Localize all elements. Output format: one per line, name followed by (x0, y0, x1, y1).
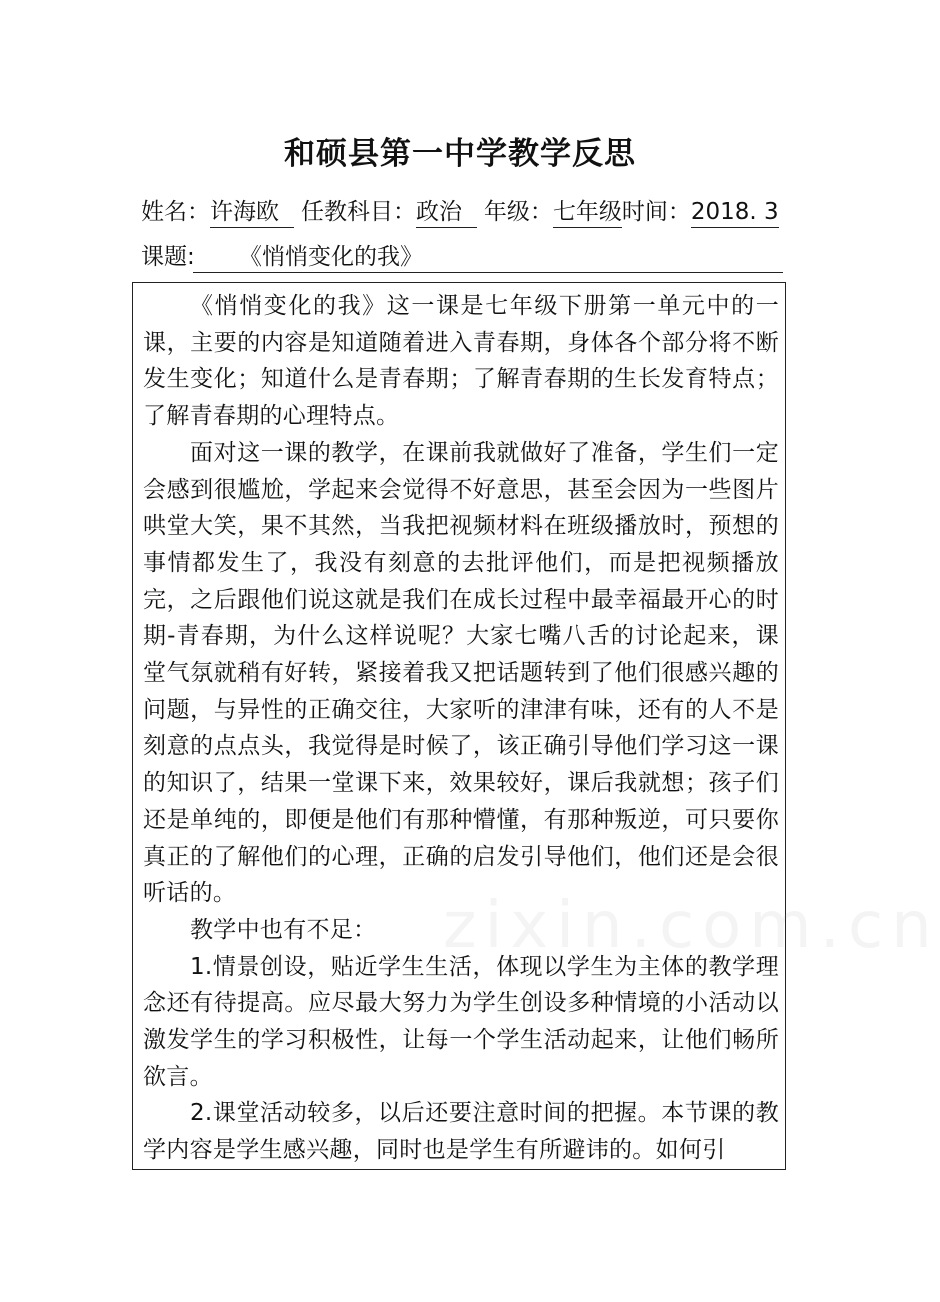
paragraph-shortcoming-1: 1.情景创设，贴近学生生活，体现以学生为主体的教学理念还有待提高。应尽最大努力为学生创设多种情境的小活动以激发学生的学习积极性，让每一个学生活动起来，让他们畅所欲言。 (143, 953, 779, 1090)
time-value: 2018. 3 (691, 197, 779, 228)
teacher-info-row (141, 194, 801, 230)
topic-row (141, 241, 783, 273)
reflection-box (132, 282, 940, 1170)
grade-label: 年级： (483, 199, 553, 225)
paragraph-shortcoming-2: 2.课堂活动较多，以后还要注意时间的把握。本节课的教学内容是学生感兴趣，同时也是学生有所避讳的。如何引 (143, 1100, 779, 1164)
time-label: 时间： (621, 199, 691, 225)
subject-label: 任教科目： (300, 199, 416, 225)
paragraph-teaching-process: 面对这一课的教学，在课前我就做好了准备，学生们一定会感到很尴尬，学起来会觉得不好意思，甚至会因为一些图片哄堂大笑，果不其然，当我把视频材料在班级播放时，预想的事情都发生了，我没有刻意的去批评他们，而是把视频播放完，之后跟他们说这就是我们在成长过程中最幸福最开心的时期-青春期，为什么这样说呢？大家七嘴八舌的讨论起来，课堂气氛就稍有好转，紧接着我又把话题转到了他们很感兴趣的问题，与异性的正确交往，大家听的津津有味，还有的人不是刻意的点点头，我觉得是时候了，该正确引导他们学习这一课的知识了，结果一堂课下来，效果较好，课后我就想；孩子们还是单纯的，即便是他们有那种懵懂，有那种叛逆，可只要你真正的了解他们的心理，正确的启发引导他们，他们还是会很听话的。 (143, 439, 779, 907)
topic-value: 《悄悄变化的我》 (193, 242, 783, 273)
name-label: 姓名： (141, 199, 210, 225)
name-value: 许海欧 (210, 197, 294, 228)
watermark: zixin.com.cn (443, 889, 940, 963)
page-title: 和硕县第一中学教学反思 (284, 136, 636, 172)
paragraph-shortcomings-heading: 教学中也有不足： (190, 916, 377, 943)
reflection-content (143, 288, 779, 1169)
grade-value: 七年级 (553, 197, 622, 228)
subject-value: 政治 (416, 197, 477, 228)
topic-label: 课题: (141, 244, 195, 270)
paragraph-intro: 《悄悄变化的我》这一课是七年级下册第一单元中的一课，主要的内容是知道随着进入青春期，身体各个部分将不断发生变化；知道什么是青春期；了解青春期的生长发育特点；了解青春期的心理特点。 (143, 293, 779, 430)
